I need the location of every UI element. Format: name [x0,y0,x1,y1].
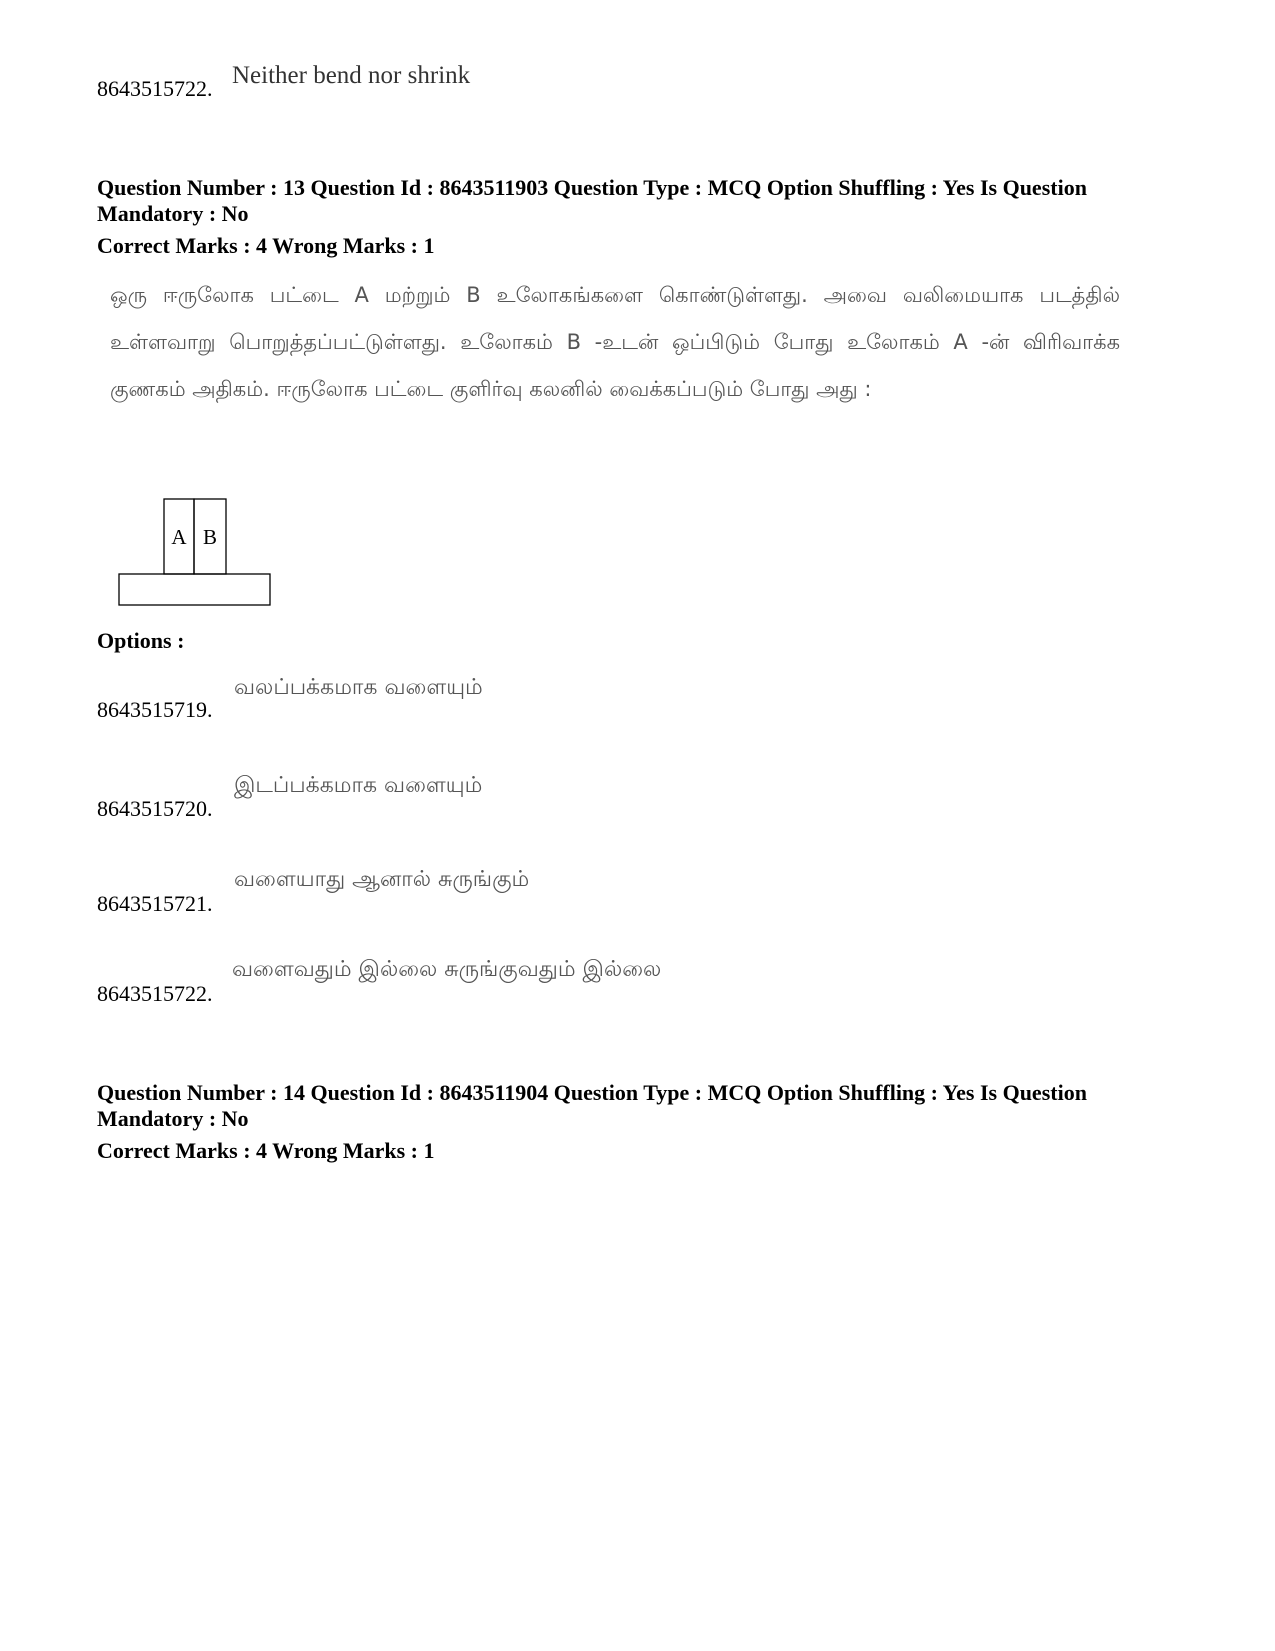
option-number: 8643515722. [97,981,213,1006]
option-text: Neither bend nor shrink [232,62,471,89]
question-marks: Correct Marks : 4 Wrong Marks : 1 [97,233,435,258]
question-text: ஒரு ஈருலோக பட்டை A மற்றும் B உலோகங்களை கொண்டுள்ளது. அவை வலிமையாக படத்தில் உள்ளவாறு பொறுத்தப்பட்டுள்ளது. உலோகம் B -உடன் ஒப்பிடும் போது உலோகம் A -ன் விரிவாக்க குணகம் அதிகம். ஈருலோக பட்டை குளிர்வு கலனில் வைக்கப்படும் போது அது : [110,283,1120,401]
option-number: 8643515722. [97,76,213,101]
option-number: 8643515720. [97,796,213,821]
base-block [119,574,270,605]
label-b: B [202,525,218,549]
options-label: Options : [97,628,185,653]
option-text: வளைவதும் இல்லை சுருங்குவதும் இல்லை [232,957,662,982]
label-a: A [171,525,187,549]
question-header: Question Number : 14 Question Id : 8643511904 Question Type : MCQ Option Shuffling : Yes Is Question Mandatory : No [97,1080,1087,1131]
question-marks: Correct Marks : 4 Wrong Marks : 1 [97,1138,435,1163]
question-header: Question Number : 13 Question Id : 8643511903 Question Type : MCQ Option Shuffling : Yes Is Question Mandatory : No [97,175,1087,226]
option-text: வலப்பக்கமாக வளையும் [234,675,483,700]
option-text: வளையாது ஆனால் சுருங்கும் [234,867,530,892]
option-number: 8643515721. [97,891,213,916]
bimetallic-strip-figure [115,495,275,610]
option-number: 8643515719. [97,697,213,722]
option-text: இடப்பக்கமாக வளையும் [234,773,483,798]
